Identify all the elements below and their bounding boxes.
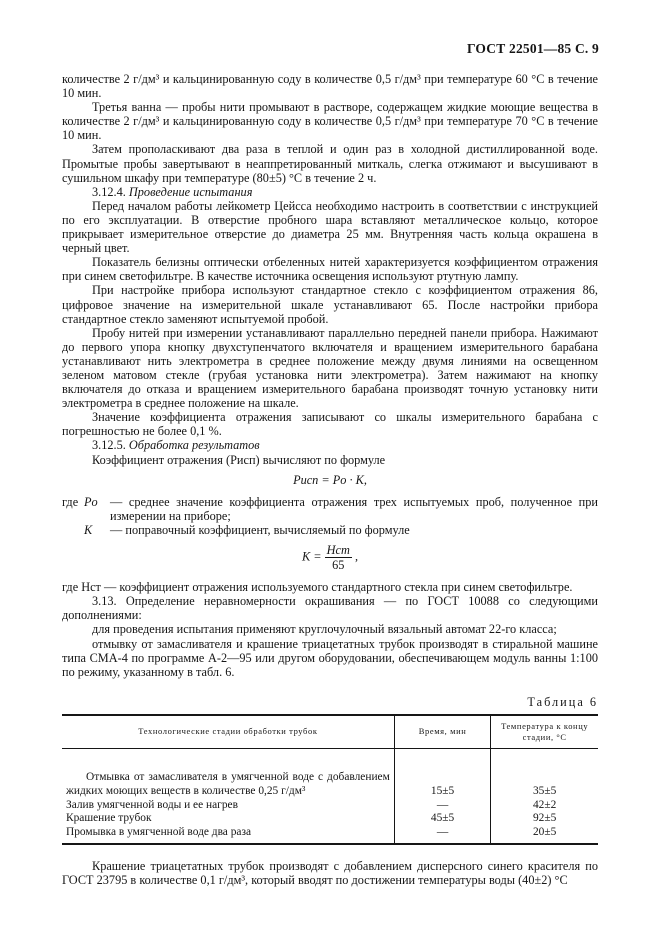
- table-cell: —: [394, 826, 490, 844]
- paragraph: для проведения испытания применяют круглочулочный вязальный автомат 22-го класса;: [92, 622, 557, 637]
- table-cell: Залив умягченной воды и ее нагрев: [66, 798, 238, 811]
- section-title: Проведение испытания: [128, 184, 253, 199]
- paragraph: Третья ванна — пробы нити промывают в растворе, содержащем жидкие моющие вещества в количестве 2 г/дм³ и кальцинированную соду в количестве 0,5 г/дм³ при температуре 70 °С в течение 10 мин.: [62, 100, 598, 143]
- formula-fraction: [325, 543, 352, 572]
- page-header: ГОСТ 22501—85 С. 9: [466, 41, 599, 56]
- paragraph: Значение коэффициента отражения записывают со шкалы измерительного барабана с погрешностью не более 0,1 %.: [62, 410, 598, 439]
- paragraph: где Hст — коэффициент отражения используемого стандартного стекла при синем светофильтре.: [62, 580, 573, 595]
- paragraph: Перед началом работы лейкометр Цейсса необходимо настроить в соответствии с инструкцией по его эксплуатации. В отверстие пробного шара вставляют металлическое кольцо, которое прикрывает измерительное отверстие до диаметра 25 мм. Внутренняя часть кольца окрашена в черный цвет.: [62, 198, 598, 256]
- formula-lhs: K =: [301, 549, 322, 564]
- table-cell: 35±5: [532, 784, 557, 797]
- paragraph: Коэффициент отражения (Pисп) вычисляют по формуле: [92, 452, 386, 467]
- table-row: [62, 748, 598, 798]
- table-row: [62, 812, 598, 826]
- table-cell: Отмывка от замасливателя в умягченной воде с добавлением жидких моющих веществ в количестве 0,25 г/дм³: [66, 770, 390, 797]
- section-heading: [62, 185, 598, 199]
- table-cell: 45±5: [394, 812, 490, 826]
- table-header-cell: Время, мин: [394, 715, 490, 749]
- document-body: [62, 72, 598, 887]
- table-cell: —: [394, 799, 490, 813]
- table-header-cell: Температура к концу стадии, °С: [491, 715, 598, 749]
- table-cell: 92±5: [532, 812, 557, 825]
- formula-reflection: Pисп = Pо · K,: [293, 472, 367, 487]
- paragraph: 3.13. Определение неравномерности окрашивания — по ГОСТ 10088 со следующими дополнениями:: [62, 594, 598, 623]
- formula-correction: [62, 543, 598, 572]
- table-cell: 42±2: [532, 798, 557, 811]
- fraction-numerator: Hст: [326, 543, 350, 557]
- section-heading: [62, 438, 598, 452]
- paragraph: Затем прополаскивают два раза в теплой и один раз в холодной дистиллированной воде. Промытые пробы завертывают в неаппретированный миткаль, слегка отжимают и высушивают в сушильном шкафу при температуре (80±5) °С в течение 2 ч.: [62, 142, 598, 185]
- section-number: 3.12.4.: [92, 184, 126, 199]
- legend-symbol: K: [84, 522, 93, 537]
- paragraph: отмывку от замасливателя и крашение триацетатных трубок производят в стиральной машине типа СМА-4 по программе А-2—95 или другом оборудовании, обеспечивающем модуль ванны 1:100 по режиму, указанному в табл. 6.: [62, 636, 598, 679]
- table-caption: Таблица 6: [527, 694, 598, 709]
- paragraph: Показатель белизны оптически отбеленных нитей характеризуется коэффициентом отражения при синем светофильтре. В качестве источника освещения используют ртутную лампу.: [62, 255, 598, 284]
- fraction-denominator: 65: [332, 558, 345, 573]
- legend-text: — среднее значение коэффициента отражения трех испытуемых проб, полученное при измерении на приборе;: [110, 494, 598, 523]
- paragraph: Крашение триацетатных трубок производят с добавлением дисперсного синего красителя по ГОСТ 23795 в количестве 0,1 г/дм³, который вводят по достижении температуры воды (40±2) °С: [62, 858, 598, 888]
- legend-symbol: Pо: [84, 494, 98, 509]
- table-row: [62, 826, 598, 844]
- legend-item: [62, 495, 598, 523]
- paragraph: При настройке прибора используют стандартное стекло с коэффициентом отражения 86, цифровое значение на измерительной шкале устанавливают 65. После настройки прибора стандартное стекло заменяют испытуемой пробой.: [62, 283, 598, 326]
- table-cell: 15±5: [394, 748, 490, 798]
- section-title: Обработка результатов: [128, 438, 260, 453]
- paragraph: Пробу нитей при измерении устанавливают параллельно передней панели прибора. Нажимают до первого упора кнопку двухступенчатого включателя и вращением измерительного барабана устанавливают нить электрометра в среднее положение между двумя линиями на освещенном зеленом матовом стекле (грубая установка нити электрометра). Затем нажимают на кнопку включателя до отказа и вращением измерительного барабана производят точную установку нити электрометра в среднее положение на шкале.: [62, 325, 598, 411]
- table-cell: Промывка в умягченной воде два раза: [62, 826, 394, 844]
- paragraph: количестве 2 г/дм³ и кальцинированную соду в количестве 0,5 г/дм³ при температуре 60 °С в течение 10 мин.: [62, 72, 598, 101]
- legend-text: — поправочный коэффициент, вычисляемый по формуле: [110, 522, 410, 537]
- table-header-row: [62, 715, 598, 749]
- section-number: 3.12.5.: [92, 438, 126, 453]
- table-cell: 20±5: [491, 826, 598, 844]
- table-row: [62, 799, 598, 813]
- table-cell: Крашение трубок: [66, 812, 152, 825]
- legend-item: [62, 523, 598, 537]
- table-header-cell: Технологические стадии обработки трубок: [62, 715, 394, 749]
- table-6: [62, 714, 598, 845]
- legend-where: где: [62, 494, 79, 509]
- formula-end: ,: [354, 549, 359, 564]
